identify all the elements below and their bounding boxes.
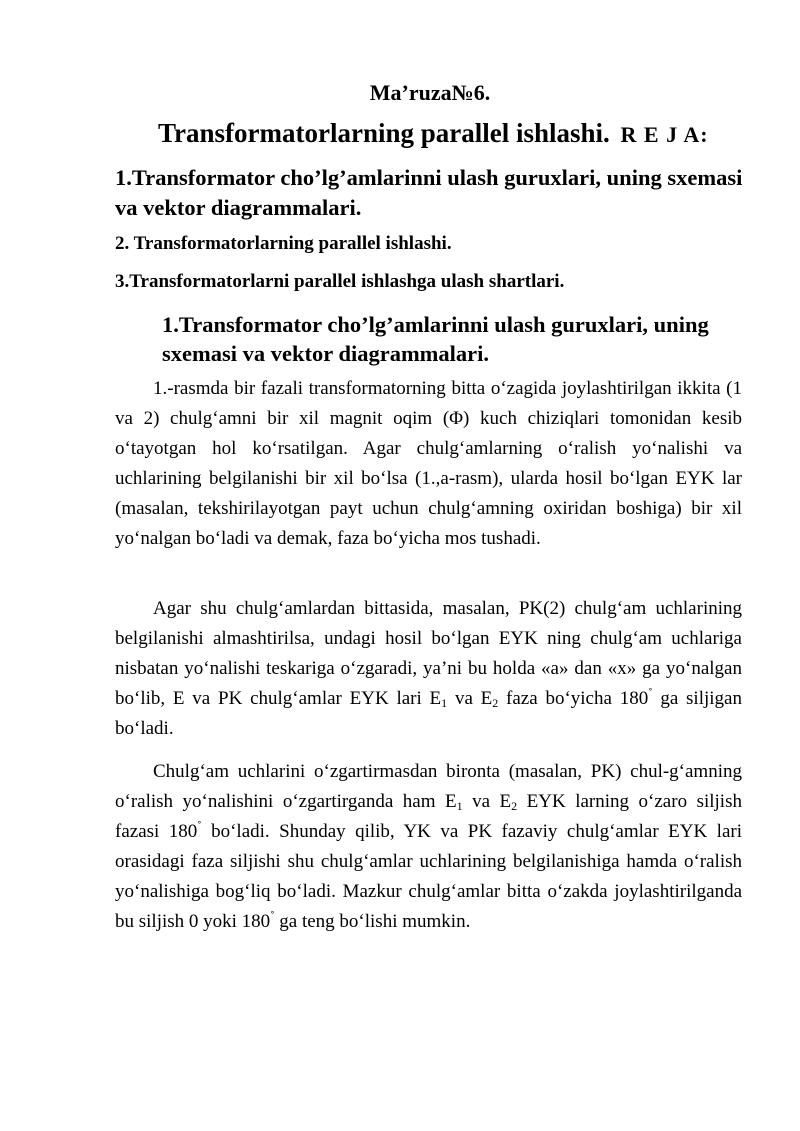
paragraph-2-text-d: ga siljigan bo‘ladi. xyxy=(115,688,742,739)
paragraph-3-text-d: bo‘ladi. Shunday qilib, YK va PK fazaviy chulg‘amlar EYK lari orasidagi faza siljishi shu chulg‘amlar uchlarining belgilanishiga hamda o‘ralish yo‘nalishiga bog‘liq bo‘ladi. Mazkur chulg‘amlar bitta o‘zakda joylashtirilganda bu siljish 0 yoki 180 xyxy=(115,821,742,932)
paragraph-3-text-a: Chulg‘am uchlarini o‘zgartirmasdan bironta (masalan, PK) chul-g‘amning o‘ralish yo‘nalishini o‘zgartirganda ham E xyxy=(115,761,742,812)
paragraph-2-text-b: va E xyxy=(447,688,493,709)
title-text: Transformatorlarning parallel ishlashi. xyxy=(158,118,610,148)
plan-label: R E J A: xyxy=(620,122,709,147)
paragraph-3 xyxy=(115,757,742,937)
paragraph-3-text-b: va E xyxy=(462,791,512,812)
plan-item-1: 1.Transformator cho’lg’amlarinni ulash guruxlari, uning sxemasi va vektor diagrammalari. xyxy=(115,165,743,220)
paragraph-3-text-e: ga teng bo‘lishi mumkin. xyxy=(274,911,471,932)
subscript-2: 2 xyxy=(492,696,499,710)
subscript-1: 1 xyxy=(456,799,463,813)
paragraph-2-text-c: faza bo‘yicha 180 xyxy=(498,688,649,709)
plan-item-2: 2. Transformatorlarning parallel ishlashi. xyxy=(115,233,452,254)
lecture-number: Ma’ruza№6. xyxy=(369,80,491,105)
paragraph-2-text-a: Agar shu chulg‘amlardan bittasida, masalan, PK(2) chulg‘am uchlarining belgilanishi almashtirilsa, undagi hosil bo‘lgan EYK ning chulg‘am uchlariga nisbatan yo‘nalishi teskariga o‘zgaradi, ya’ni bu holda «a» dan «x» ga yo‘nalgan bo‘lib, E va PK chulg‘amlar EYK lari E xyxy=(115,598,742,709)
degree-symbol: ˚ xyxy=(197,818,202,833)
subscript-1: 1 xyxy=(441,696,448,710)
paragraph-1: 1.-rasmda bir fazali transformatorning bitta o‘zagida joylashtirilgan ikkita (1 va 2) chulg‘amni bir xil magnit oqim (Φ) kuch chiziqlari tomonidan kesib o‘tayotgan hol ko‘rsatilgan. Agar chulg‘amlarning o‘ralish yo‘nalishi va uchlarining belgilanishi bir xil bo‘lsa (1.,a-rasm), ularda hosil bo‘lgan EYK lar (masalan, tekshirilayotgan payt uchun chulg‘amning oxiridan boshiga) bir xil yo‘nalgan bo‘ladi va demak, faza bo‘yicha mos tushadi. xyxy=(115,378,742,549)
document-title xyxy=(158,118,709,149)
paragraph-2 xyxy=(115,594,742,744)
paragraph-3-text-c: EYK larning o‘zaro siljish fazasi 180 xyxy=(115,791,742,842)
degree-symbol: ˚ xyxy=(270,908,275,923)
degree-symbol: ˚ xyxy=(648,685,653,700)
subscript-2: 2 xyxy=(511,799,518,813)
section-heading: 1.Transformator cho’lg’amlarinni ulash guruxlari, uning sxemasi va vektor diagrammalari. xyxy=(162,312,709,366)
plan-item-3: 3.Transformatorlarni parallel ishlashga ulash shartlari. xyxy=(115,271,565,292)
